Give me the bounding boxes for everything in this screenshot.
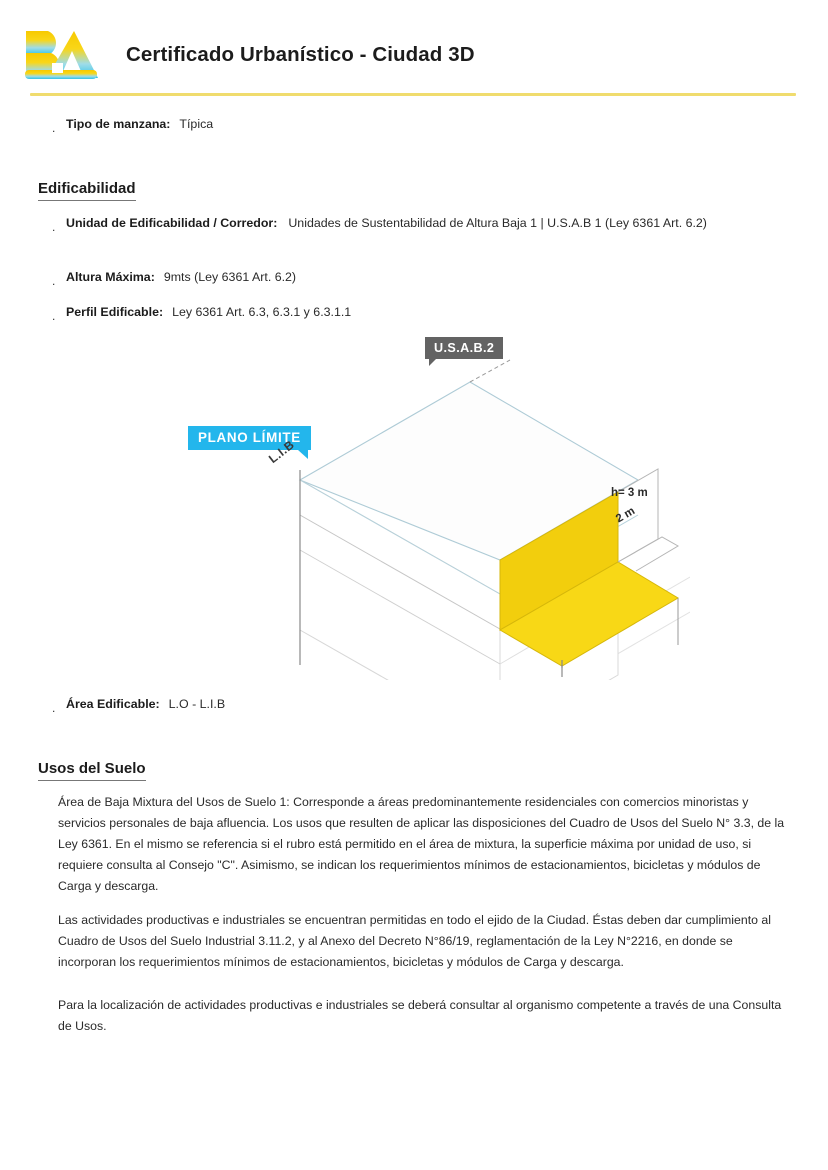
field-perfil-edificable (52, 304, 752, 324)
section-heading-usos-del-suelo: Usos del Suelo (38, 760, 146, 781)
bullet-icon: . (52, 274, 56, 288)
isometric-building-svg (170, 325, 690, 680)
field-value: 9mts (Ley 6361 Art. 6.2) (163, 270, 297, 284)
field-altura-maxima (52, 269, 752, 289)
label-height-3m: h= 3 m (611, 487, 648, 499)
ba-logo-icon (22, 27, 104, 83)
field-label: Perfil Edificable: (66, 305, 164, 319)
building-profile-3d-diagram (170, 325, 690, 680)
field-tipo-de-manzana (52, 116, 752, 136)
field-label: Altura Máxima: (66, 270, 155, 284)
field-unidad-de-edificabilidad (52, 215, 800, 235)
label-depth-2m: 2 m (614, 505, 638, 526)
field-value: Ley 6361 Art. 6.3, 6.3.1 y 6.3.1.1 (172, 305, 352, 319)
field-area-edificable (52, 696, 752, 716)
document-header (0, 0, 828, 100)
field-label: Unidad de Edificabilidad / Corredor: (66, 216, 278, 230)
section-heading-edificabilidad: Edificabilidad (38, 180, 136, 201)
paragraph-usos-suelo-1: Área de Baja Mixtura del Usos de Suelo 1: Corresponde a áreas predominantemente residenciales con comercios minoristas y servicios personales de baja afluencia. Los usos que resulten de aplicar las disposiciones del Cuadro de Usos del Suelo N° 3.3, de la Ley 6361. En el mismo se referencia si el rubro está permitido en el área de mixtura, la superficie máxima por unidad de uso, si requiere consulta al Consejo "C". Asimismo, se indican los requerimientos mínimos de estacionamientos, bicicletas y módulos de Carga y descarga. (58, 795, 785, 893)
label-plano-limite: PLANO LÍMITE (188, 426, 311, 450)
bullet-icon: . (52, 121, 56, 135)
field-value: Típica (179, 117, 214, 131)
label-usab-2: U.S.A.B.2 (425, 337, 503, 359)
bullet-icon: . (52, 220, 56, 234)
field-value: L.O - L.I.B (168, 697, 226, 711)
page-title: Certificado Urbanístico - Ciudad 3D (126, 43, 475, 66)
field-label: Tipo de manzana: (66, 117, 171, 131)
field-label: Área Edificable: (66, 697, 160, 711)
paragraph-usos-suelo-3: Para la localización de actividades productivas e industriales se deberá consultar al organismo competente a través de una Consulta de Usos. (58, 998, 782, 1033)
bullet-icon: . (52, 309, 56, 323)
header-divider (30, 93, 796, 96)
bullet-icon: . (52, 701, 56, 715)
label-lib: L.I.B (266, 437, 298, 467)
field-value: Unidades de Sustentabilidad de Altura Baja 1 | U.S.A.B 1 (Ley 6361 Art. 6.2) (288, 216, 707, 230)
paragraph-usos-suelo-2: Las actividades productivas e industriales se encuentran permitidas en todo el ejido de la Ciudad. Éstas deben dar cumplimiento al Cuadro de Usos del Suelo Industrial 3.11.2, y al Anexo del Decreto N°86/19, reglamentación de la Ley N°2216, en donde se incorporan los requerimientos mínimos de estacionamientos, bicicletas y módulos de Carga y descarga. (58, 913, 771, 969)
